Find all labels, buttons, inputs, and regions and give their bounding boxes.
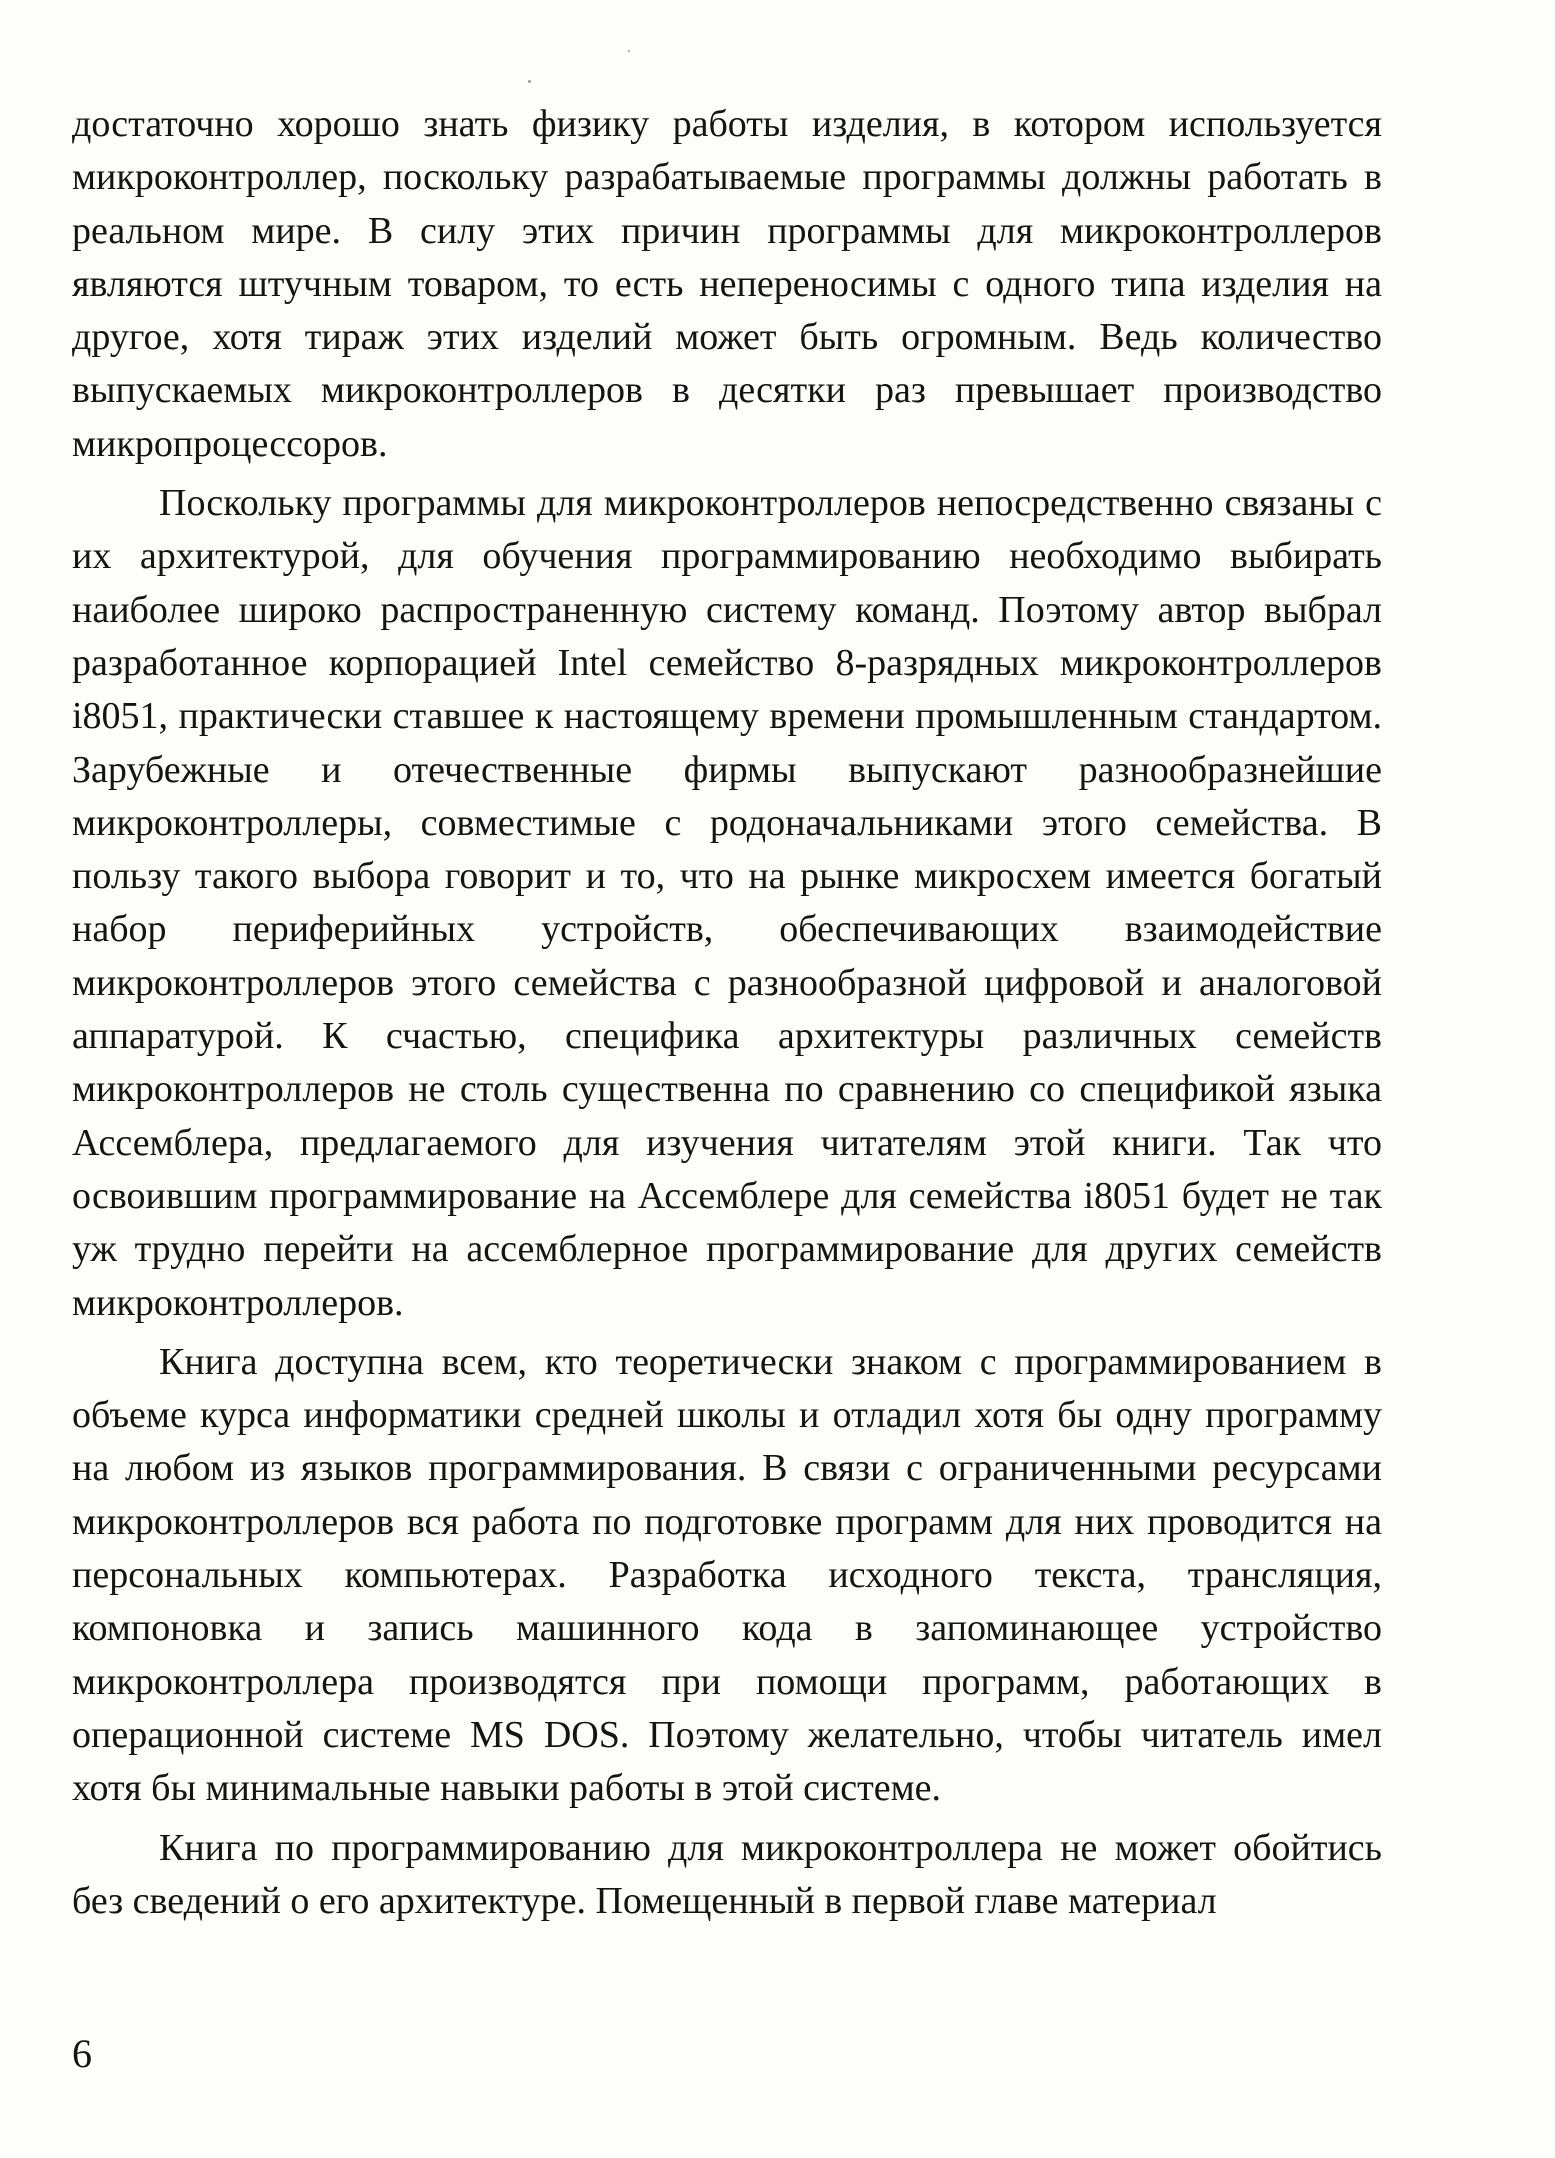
paragraph-3: Книга доступна всем, кто теоретически знаком с программированием в объеме курса информатики средней школы и отладил хотя бы одну программу на любом из языков программирования. В связи с ограниченными ресурсами микроконтроллеров вся работа по подготовке программ для них проводится на персональных компьютерах. Разработка исходного текста, трансляция, компоновка и запись машинного кода в запоминающее устройство микроконтроллера производятся при помощи программ, работающих в операционной системе MS DOS. Поэтому желательно, чтобы читатель имел хотя бы минимальные навыки работы в этой системе. [72, 1340, 1382, 1810]
paragraph-2: Поскольку программы для микроконтроллеров непосредственно связаны с их архитектурой, для обучения программированию необходимо выбирать наиболее широко распространенную систему команд. Поэтому автор выбрал разработанное корпорацией Intel семейство 8-разрядных микроконтроллеров i8051, практически ставшее к настоящему времени промышленным стандартом. Зарубежные и отечественные фирмы выпускают разнообразнейшие микроконтроллеры, совместимые с родоначальниками этого семейства. В пользу такого выбора говорит и то, что на рынке микросхем имеется богатый набор периферийных устройств, обеспечивающих взаимодействие микроконтроллеров этого семейства с разнообразной цифровой и аналоговой аппаратурой. К счастью, специфика архитектуры различных семейств микроконтроллеров не столь существенна по сравнению со спецификой языка Ассемблера, предлагаемого для изучения читателям этой книги. Так что освоившим программирование на Ассемблере для семейства i8051 будет не так уж трудно перейти на ассемблерное программирование для других семейств микроконтроллеров. [72, 482, 1382, 1324]
body-text [72, 98, 1382, 1928]
paragraph-1: достаточно хорошо знать физику работы изделия, в котором используется микроконтроллер, поскольку разрабатываемые программы должны работать в реальном мире. В силу этих причин программы для микроконтроллеров являются штучным товаром, то есть непереносимы с одного типа изделия на другое, хотя тираж этих изделий может быть огромным. Ведь количество выпускаемых микроконтроллеров в десятки раз превышает производство микропроцессоров. [72, 103, 1382, 465]
paragraph-4: Книга по программированию для микроконтроллера не может обойтись без сведений о его архитектуре. Помещенный в первой главе материал [72, 1826, 1382, 1922]
scan-speck [628, 50, 630, 52]
page-number: 6 [72, 2031, 92, 2076]
scan-speck [528, 80, 531, 83]
